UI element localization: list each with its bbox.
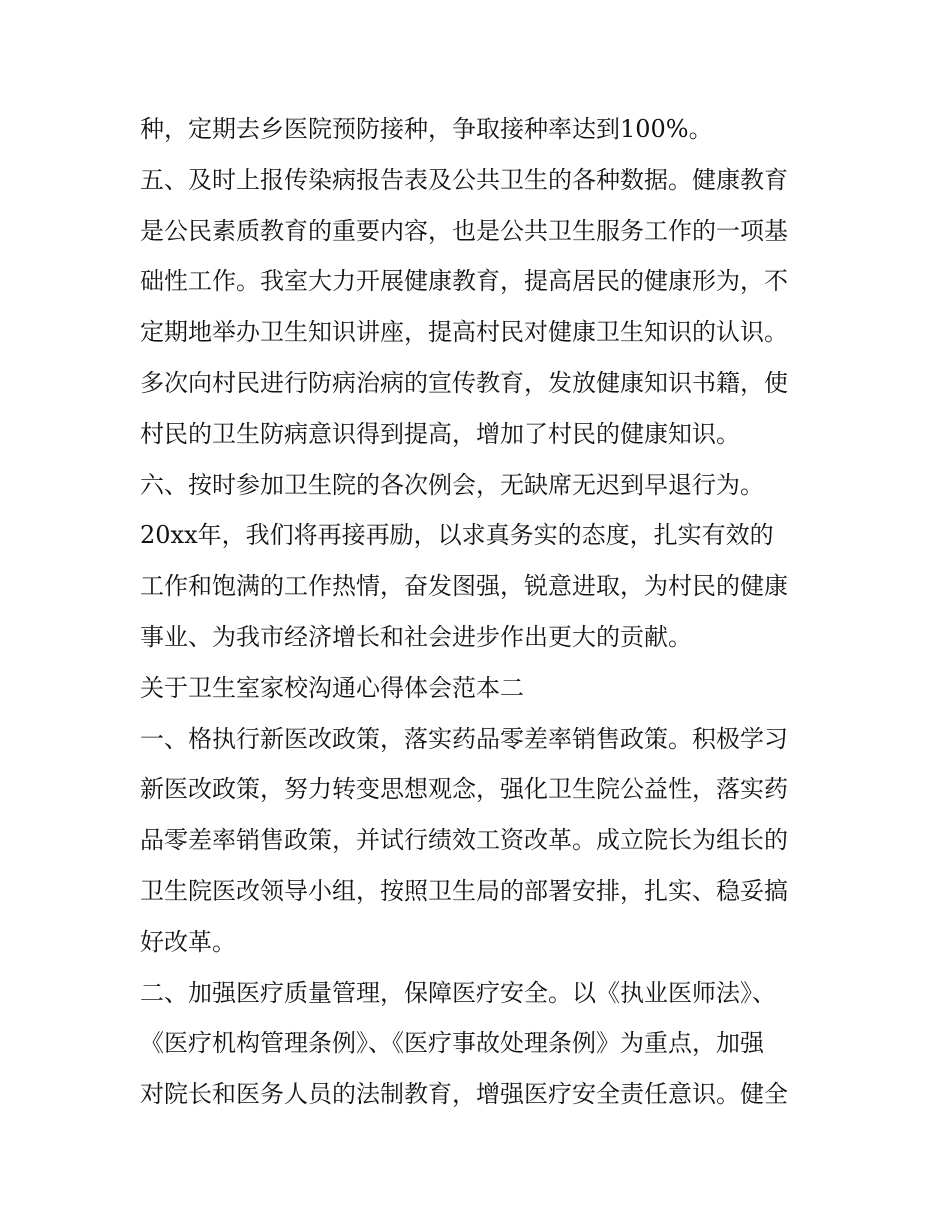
- document-body: [140, 104, 820, 1120]
- text-line: 六、按时参加卫生院的各次例会，无缺席无迟到早退行为。: [140, 470, 764, 499]
- text-line: 多次向村民进行防病治病的宣传教育，发放健康知识书籍，使: [140, 368, 788, 397]
- text-line: 工作和饱满的工作热情，奋发图强，锐意进取，为村民的健康: [140, 572, 788, 601]
- text-line: 础性工作。我室大力开展健康教育，提高居民的健康形为，不: [140, 267, 788, 296]
- text-line: 事业、为我市经济增长和社会进步作出更大的贡献。: [140, 622, 692, 651]
- text-line: 新医改政策，努力转变思想观念，强化卫生院公益性，落实药: [140, 775, 788, 804]
- text-line: 定期地举办卫生知识讲座，提高村民对健康卫生知识的认识。: [140, 318, 788, 347]
- text-line: 种，定期去乡医院预防接种，争取接种率达到100%。: [140, 115, 713, 143]
- text-line: 二、加强医疗质量管理，保障医疗安全。以《执业医师法》、: [140, 978, 776, 1007]
- section-heading: 关于卫生室家校沟通心得体会范本二: [140, 673, 524, 702]
- text-line: 《医疗机构管理条例》、《医疗事故处理条例》为重点，加强: [140, 1029, 764, 1058]
- text-line: 好改革。: [140, 927, 236, 956]
- text-line: 对院长和医务人员的法制教育，增强医疗安全责任意识。健全: [140, 1080, 788, 1109]
- text-line: 品零差率销售政策，并试行绩效工资改革。成立院长为组长的: [140, 826, 788, 855]
- text-line: 卫生院医改领导小组，按照卫生局的部署安排，扎实、稳妥搞: [140, 876, 788, 905]
- text-line: 20xx年，我们将再接再励，以求真务实的态度，扎实有效的: [140, 521, 774, 550]
- text-line: 一、格执行新医改政策，落实药品零差率销售政策。积极学习: [140, 724, 788, 753]
- text-line: 是公民素质教育的重要内容，也是公共卫生服务工作的一项基: [140, 216, 788, 245]
- text-line: 村民的卫生防病意识得到提高，增加了村民的健康知识。: [140, 419, 740, 448]
- text-line: 五、及时上报传染病报告表及公共卫生的各种数据。健康教育: [140, 165, 788, 194]
